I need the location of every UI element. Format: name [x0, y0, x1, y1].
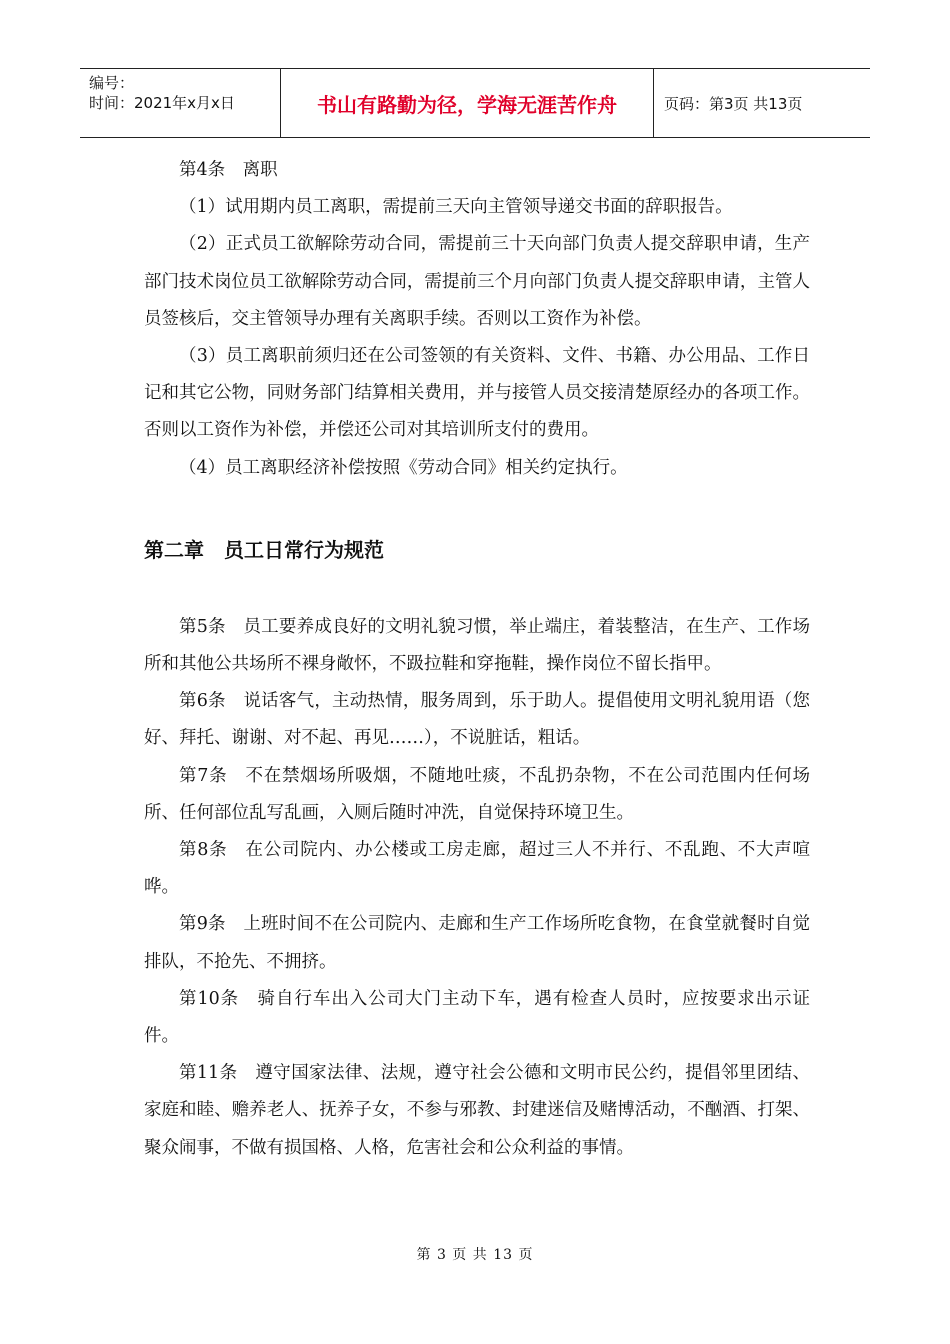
spacer — [144, 487, 810, 535]
header-motto: 书山有路勤为径，学海无涯苦作舟 — [281, 69, 654, 137]
article-4-item-2: （2）正式员工欲解除劳动合同，需提前三十天向部门负责人提交辞职申请，生产部门技术岗位员工欲解除劳动合同，需提前三个月向部门负责人提交辞职申请，主管人员签核后，交主管领导办理有关离职手续。否则以工资作为补偿。 — [144, 234, 810, 329]
header-page-info: 页码：第3页 共13页 — [664, 94, 803, 113]
article-4-item-1: （1）试用期内员工离职，需提前三天向主管领导递交书面的辞职报告。 — [179, 197, 733, 218]
header-meta — [80, 69, 281, 137]
article-7: 第7条 不在禁烟场所吸烟，不随地吐痰，不乱扔杂物，不在公司范围内任何场所、任何部位乱写乱画，入厕后随时冲洗，自觉保持环境卫生。 — [144, 765, 810, 823]
article-8: 第8条 在公司院内、办公楼或工房走廊，超过三人不并行、不乱跑、不大声喧哗。 — [144, 840, 810, 898]
spacer — [144, 565, 810, 609]
article-9: 第9条 上班时间不在公司院内、走廊和生产工作场所吃食物，在食堂就餐时自觉排队，不抢先、不拥挤。 — [144, 914, 810, 972]
chapter-title: 第二章 员工日常行为规范 — [144, 537, 384, 562]
article-4-title: 第4条 离职 — [179, 160, 278, 180]
document-body — [144, 152, 810, 1167]
article-4-item-4: （4）员工离职经济补偿按照《劳动合同》相关约定执行。 — [179, 457, 628, 478]
article-6: 第6条 说话客气，主动热情，服务周到，乐于助人。提倡使用文明礼貌用语（您好、拜托、谢谢、对不起、再见……），不说脏话，粗话。 — [144, 691, 810, 749]
article-4-item-3: （3）员工离职前须归还在公司签领的有关资料、文件、书籍、办公用品、工作日记和其它公物，同财务部门结算相关费用，并与接管人员交接清楚原经办的各项工作。否则以工资作为补偿，并偿还公司对其培训所支付的费用。 — [144, 346, 810, 441]
page-footer: 第 3 页 共 13 页 — [416, 1247, 534, 1263]
header-number-label: 编号： — [89, 74, 135, 92]
article-11: 第11条 遵守国家法律、法规，遵守社会公德和文明市民公约，提倡邻里团结、家庭和睦、赡养老人、抚养子女，不参与邪教、封建迷信及赌博活动，不酗酒、打架、聚众闹事，不做有损国格、人格，危害社会和公众利益的事情。 — [144, 1063, 810, 1158]
article-5: 第5条 员工要养成良好的文明礼貌习惯，举止端庄，着装整洁，在生产、工作场所和其他公共场所不裸身敞怀，不趿拉鞋和穿拖鞋，操作岗位不留长指甲。 — [144, 616, 810, 675]
header-date-label: 时间：2021年x月x日 — [89, 94, 235, 112]
page-header — [80, 68, 870, 138]
article-10: 第10条 骑自行车出入公司大门主动下车，遇有检查人员时，应按要求出示证件。 — [144, 988, 810, 1047]
